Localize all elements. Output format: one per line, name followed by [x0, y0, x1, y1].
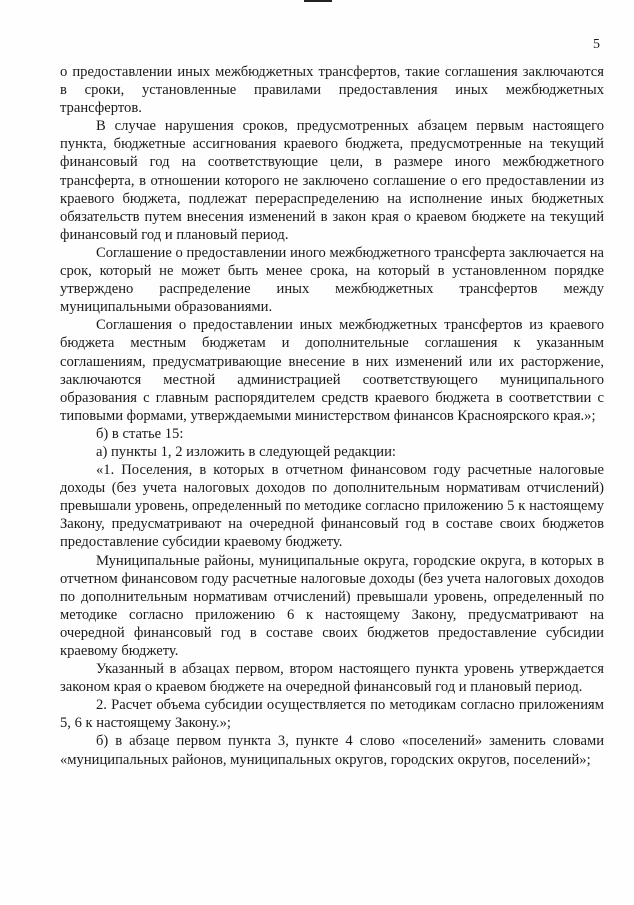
paragraph: Муниципальные районы, муниципальные округа, городские округа, в которых в отчетном финансовом году расчетные налоговые доходы (без учета налоговых доходов по дополнительным нормативам отчислений) превышали уровень, определенный по методике согласно приложению 6 к настоящему Закону, предусматривают на очередной финансовый год в составе своих бюджетов предоставление субсидии краевому бюджету. — [60, 552, 604, 659]
paragraph: «1. Поселения, в которых в отчетном финансовом году расчетные налоговые доходы (без учета налоговых доходов по дополнительным нормативам отчислений) превышали уровень, определенный по методике согласно приложению 5 к настоящему Закону, предусматривают на очередной финансовый год в составе своих бюджетов предоставление субсидии краевому бюджету. — [60, 462, 604, 551]
page-top-mark — [304, 0, 332, 2]
paragraph: Указанный в абзацах первом, втором настоящего пункта уровень утверждается законом края о краевом бюджете на очередной финансовый год и плановый период. — [60, 661, 604, 696]
page-number: 5 — [593, 37, 600, 52]
paragraph: а) пункты 1, 2 изложить в следующей редакции: — [96, 443, 396, 460]
paragraph: б) в статье 15: — [96, 425, 184, 442]
document-body — [60, 63, 604, 769]
paragraph: В случае нарушения сроков, предусмотренных абзацем первым настоящего пункта, бюджетные ассигнования краевого бюджета, предусмотренные на текущий финансовый год на соответствующие цели, в размере иного межбюджетного трансферта, в отношении которого не заключено соглашение о его предоставлении из краевого бюджета, подлежат перераспределению на исполнение иных бюджетных обязательств путем внесения изменений в закон края о краевом бюджете на текущий финансовый год и плановый период. — [60, 118, 604, 243]
paragraph: б) в абзаце первом пункта 3, пункте 4 слово «поселений» заменить словами «муниципальных районов, муниципальных округов, городских округов, поселений»; — [60, 733, 604, 768]
paragraph: Соглашение о предоставлении иного межбюджетного трансферта заключается на срок, который не может быть менее срока, на который в установленном порядке утверждено распределение иных межбюджетных трансфертов между муниципальными образованиями. — [60, 244, 604, 316]
paragraph: о предоставлении иных межбюджетных трансфертов, такие соглашения заключаются в сроки, установленные правилами предоставления иных межбюджетных трансфертов. — [60, 64, 604, 117]
paragraph: 2. Расчет объема субсидии осуществляется по методикам согласно приложениям 5, 6 к настоящему Закону.»; — [60, 697, 604, 732]
paragraph: Соглашения о предоставлении иных межбюджетных трансфертов из краевого бюджета местным бюджетам и дополнительные соглашения к указанным соглашениям, предусматривающие внесение в них изменений или их расторжение, заключаются местной администрацией соответствующего муниципального образования с главным распорядителем средств краевого бюджета в соответствии с типовыми формами, утверждаемыми министерством финансов Красноярского края.»; — [60, 317, 604, 424]
